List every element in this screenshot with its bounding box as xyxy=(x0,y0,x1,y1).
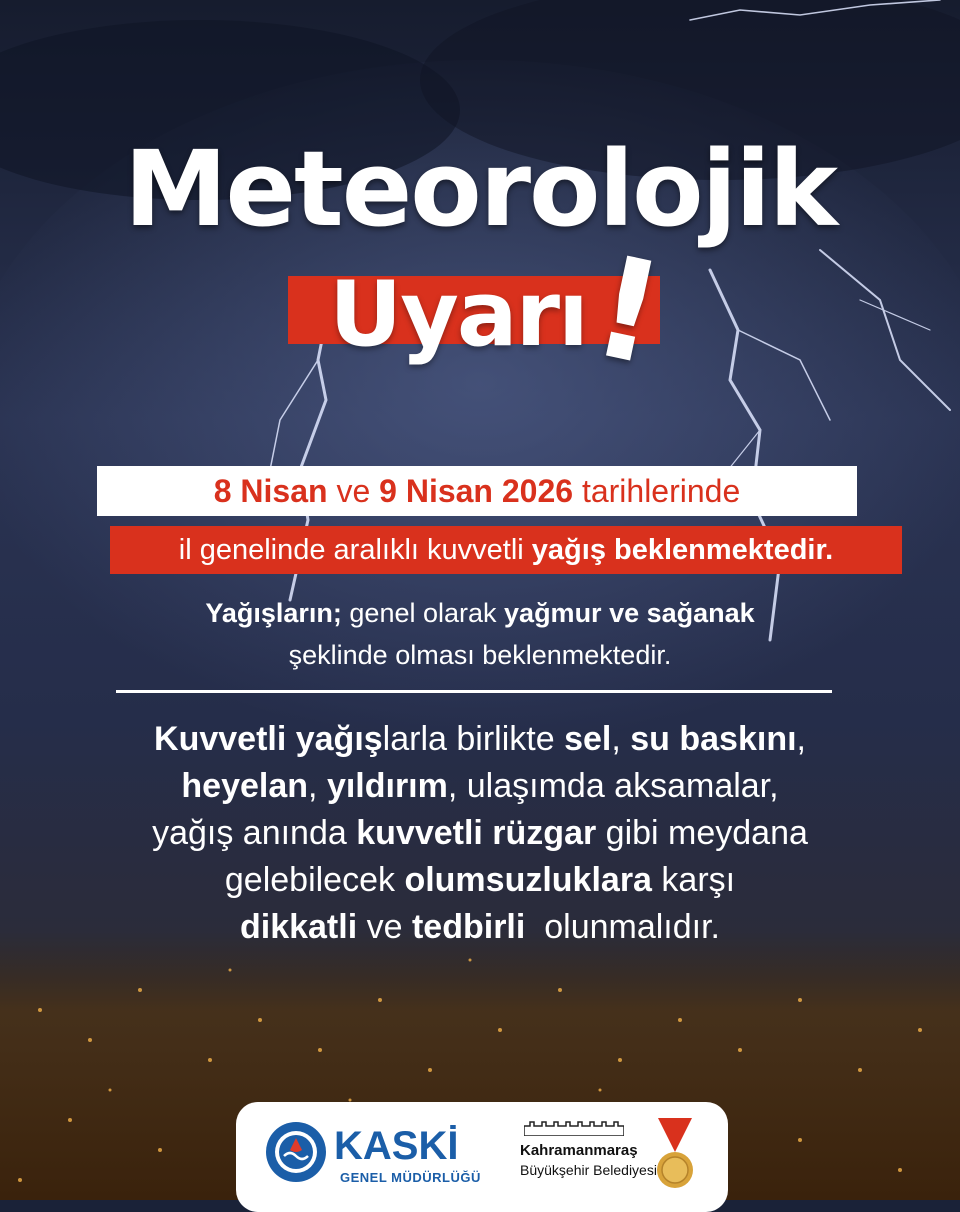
municipality-name-line2: Büyükşehir Belediyesi xyxy=(520,1162,657,1178)
p2-bold-2: sel xyxy=(564,720,612,758)
date-end: 9 Nisan 2026 xyxy=(379,473,574,509)
p1-bold-1: Yağışların; xyxy=(205,598,342,628)
date-start: 8 Nisan xyxy=(213,473,328,509)
p2-bold-7: olumsuzluklara xyxy=(404,861,652,899)
medal-icon xyxy=(654,1118,696,1192)
p1-text-2: şeklinde olması beklenmektedir. xyxy=(288,640,672,670)
p1-bold-2: yağmur ve sağanak xyxy=(504,598,755,628)
kaski-logo-subtitle: GENEL MÜDÜRLÜĞÜ xyxy=(340,1170,481,1185)
title-subtitle: Uyarı xyxy=(329,262,587,367)
castle-wall-icon xyxy=(524,1120,624,1136)
p2-text-10: ve xyxy=(366,908,403,946)
title-main: Meteorolojik xyxy=(123,128,837,250)
footer-logo-bar xyxy=(236,1102,728,1212)
warning-plain-text: il genelinde aralıklı kuvvetli xyxy=(178,534,524,566)
p2-text-8: gelebilecek xyxy=(224,861,395,899)
p2-bold-9: tedbirli xyxy=(411,908,526,946)
p2-text-3: , xyxy=(796,720,806,758)
p2-bold-1: Kuvvetli yağış xyxy=(154,720,383,758)
p2-text-4: , xyxy=(308,767,318,805)
date-suffix: tarihlerinde xyxy=(581,473,741,509)
forecast-paragraph xyxy=(0,592,960,676)
p2-text-6: yağış anında xyxy=(152,814,347,852)
p2-text-9: karşı xyxy=(661,861,736,899)
p2-bold-8: dikkatli xyxy=(239,908,358,946)
p2-text-1: larla birlikte xyxy=(382,720,555,758)
divider-line xyxy=(116,690,832,693)
p2-bold-3: su baskını xyxy=(630,720,797,758)
p1-text-1: genel olarak xyxy=(349,598,497,628)
p2-bold-6: kuvvetli rüzgar xyxy=(356,814,597,852)
kaski-logo-text: KASKİ xyxy=(334,1124,459,1168)
p2-text-5: , ulaşımda aksamalar, xyxy=(447,767,779,805)
date-banner xyxy=(97,466,857,516)
kaski-seal-icon xyxy=(264,1120,328,1184)
p2-text-7: gibi meydana xyxy=(605,814,808,852)
p2-text-2: , xyxy=(611,720,621,758)
warning-bold-text: yağış beklenmektedir. xyxy=(531,534,834,566)
p2-bold-4: heyelan xyxy=(181,767,309,805)
municipality-name-line1: Kahramanmaraş xyxy=(520,1142,638,1159)
p2-bold-5: yıldırım xyxy=(326,767,448,805)
date-conjunction: ve xyxy=(336,473,371,509)
warning-banner xyxy=(110,526,902,574)
p2-text-11: olunmalıdır. xyxy=(544,908,720,946)
exclamation-icon: ! xyxy=(579,225,677,398)
safety-paragraph xyxy=(0,716,960,951)
